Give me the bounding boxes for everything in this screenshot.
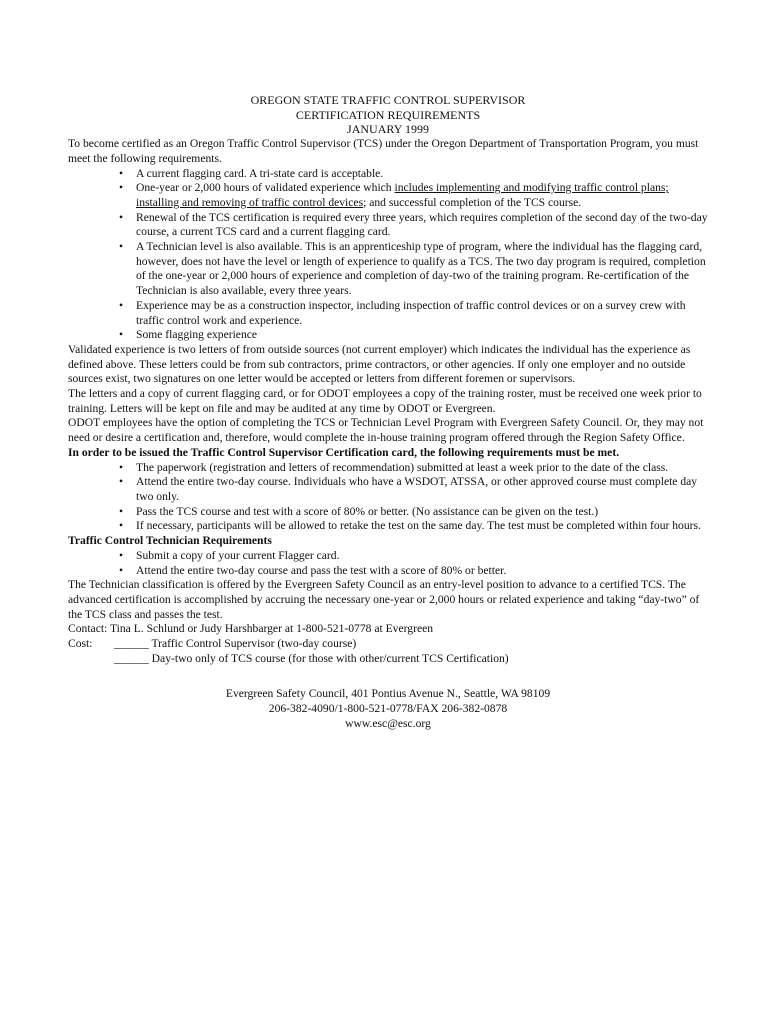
requirements-list	[68, 167, 708, 343]
list-item-text: Attend the entire two-day course. Individuals who have a WSDOT, ATSSA, or other approved course must complete day two only.	[136, 475, 698, 503]
list-item	[68, 505, 708, 520]
letters-paragraph: The letters and a copy of current flagging card, or for ODOT employees a copy of the training roster, must be received one week prior to training. Letters will be kept on file and may be audited at any time by ODOT or Evergreen.	[68, 387, 702, 415]
list-item-text: A Technician level is also available. This is an apprenticeship type of program, where the individual has the flagging card, however, does not have the level or length of experience to qualify as a TCS. The two day program is required, completion of the one-year or 2,000 hours of experience and completion of day-two of the training program. Re-certification of the Technician is also available, every three years.	[136, 240, 706, 298]
list-item-text: One-year or 2,000 hours of validated experience which	[136, 181, 395, 195]
list-item-text: Some flagging experience	[136, 328, 258, 342]
list-item	[68, 181, 708, 210]
list-item-text: Experience may be as a construction inspector, including inspection of traffic control devices or on a survey crew with traffic control work and experience.	[136, 298, 686, 327]
document-title: OREGON STATE TRAFFIC CONTROL SUPERVISOR	[250, 93, 526, 107]
bullet-icon: •	[118, 519, 124, 533]
underlined-text: includes implementing and modifying traffic control plans; installing and removing of traffic control devices	[136, 181, 669, 209]
bullet-icon: •	[118, 298, 124, 312]
bullet-icon: •	[118, 240, 124, 254]
bullet-icon: •	[118, 563, 124, 577]
validated-experience-paragraph: Validated experience is two letters of from outside sources (not current employer) which indicates the individual has the experience as defined above. These letters could be from sub contractors, prime contractors, or other agencies. If only one employer and no outside sources exist, two signatures on one letter would be accepted or letters from different foremen or supervisors.	[68, 342, 691, 386]
list-item	[68, 211, 708, 240]
list-item	[68, 240, 708, 299]
list-item	[68, 328, 708, 343]
bullet-icon: •	[118, 166, 124, 180]
bullet-icon: •	[118, 210, 124, 224]
cost-option-day-two: ______ Day-two only of TCS course (for those with other/current TCS Certification)	[114, 651, 509, 665]
bullet-icon: •	[118, 460, 124, 474]
document-date: JANUARY 1999	[347, 122, 429, 137]
list-item	[68, 167, 708, 182]
bullet-icon: •	[118, 548, 124, 562]
list-item-text: If necessary, participants will be allowed to retake the test on the same day. The test must be completed within four hours.	[136, 519, 701, 533]
intro-paragraph: To become certified as an Oregon Traffic Control Supervisor (TCS) under the Oregon Department of Transportation Program, you must meet the following requirements.	[68, 137, 699, 165]
list-item-text: Attend the entire two-day course and pass the test with a score of 80% or better.	[136, 563, 507, 577]
list-item	[68, 299, 708, 328]
list-item	[68, 519, 708, 534]
list-item-text: Submit a copy of your current Flagger card.	[136, 548, 340, 562]
bullet-icon: •	[118, 181, 124, 195]
footer	[68, 687, 708, 731]
odot-paragraph: ODOT employees have the option of completing the TCS or Technician Level Program with Evergreen Safety Council. Or, they may not need or desire a certification and, therefore, would complete the in-house training program offered through the Region Safety Office.	[68, 416, 704, 445]
cost-row	[68, 652, 708, 667]
list-item	[68, 549, 708, 564]
list-item-text: The paperwork (registration and letters of recommendation) submitted at least a week prior to the date of the class.	[136, 460, 669, 474]
cost-row	[68, 637, 708, 652]
cost-indent	[68, 652, 114, 667]
list-item	[68, 564, 708, 579]
bullet-icon: •	[118, 504, 124, 518]
footer-phone: 206-382-4090/1-800-521-0778/FAX 206-382-0878	[268, 702, 508, 716]
list-item-text: A current flagging card. A tri-state card is acceptable.	[136, 166, 384, 180]
footer-web: www.esc@esc.org	[345, 716, 431, 730]
contact-line: Contact: Tina L. Schlund or Judy Harshbarger at 1-800-521-0778 at Evergreen	[68, 622, 434, 636]
issue-requirements-list	[68, 461, 708, 535]
list-item	[68, 461, 708, 476]
bullet-icon: •	[118, 328, 124, 342]
list-item-text: Renewal of the TCS certification is required every three years, which requires completion of the second day of the two-day course, a current TCS card and a current flagging card.	[136, 210, 708, 239]
issue-heading: In order to be issued the Traffic Control Supervisor Certification card, the following requirements must be met.	[68, 445, 620, 459]
document-page	[68, 93, 708, 732]
bullet-icon: •	[118, 475, 124, 489]
cost-option-two-day: ______ Traffic Control Supervisor (two-day course)	[114, 637, 357, 651]
cost-label: Cost:	[68, 637, 93, 651]
list-item-text: ; and successful completion of the TCS course.	[363, 195, 582, 209]
footer-address: Evergreen Safety Council, 401 Pontius Avenue N., Seattle, WA 98109	[225, 687, 551, 701]
technician-paragraph: The Technician classification is offered by the Evergreen Safety Council as an entry-level position to advance to a certified TCS. The advanced certification is accomplished by accruing the necessary one-year or 2,000 hours or related experience and taking “day-two” of the TCS class and passes the test.	[68, 578, 700, 621]
list-item-text: Pass the TCS course and test with a score of 80% or better. (No assistance can be given on the test.)	[136, 504, 599, 518]
document-subtitle: CERTIFICATION REQUIREMENTS	[295, 107, 481, 122]
list-item	[68, 475, 708, 504]
technician-requirements-list	[68, 549, 708, 578]
technician-heading: Traffic Control Technician Requirements	[68, 534, 272, 548]
